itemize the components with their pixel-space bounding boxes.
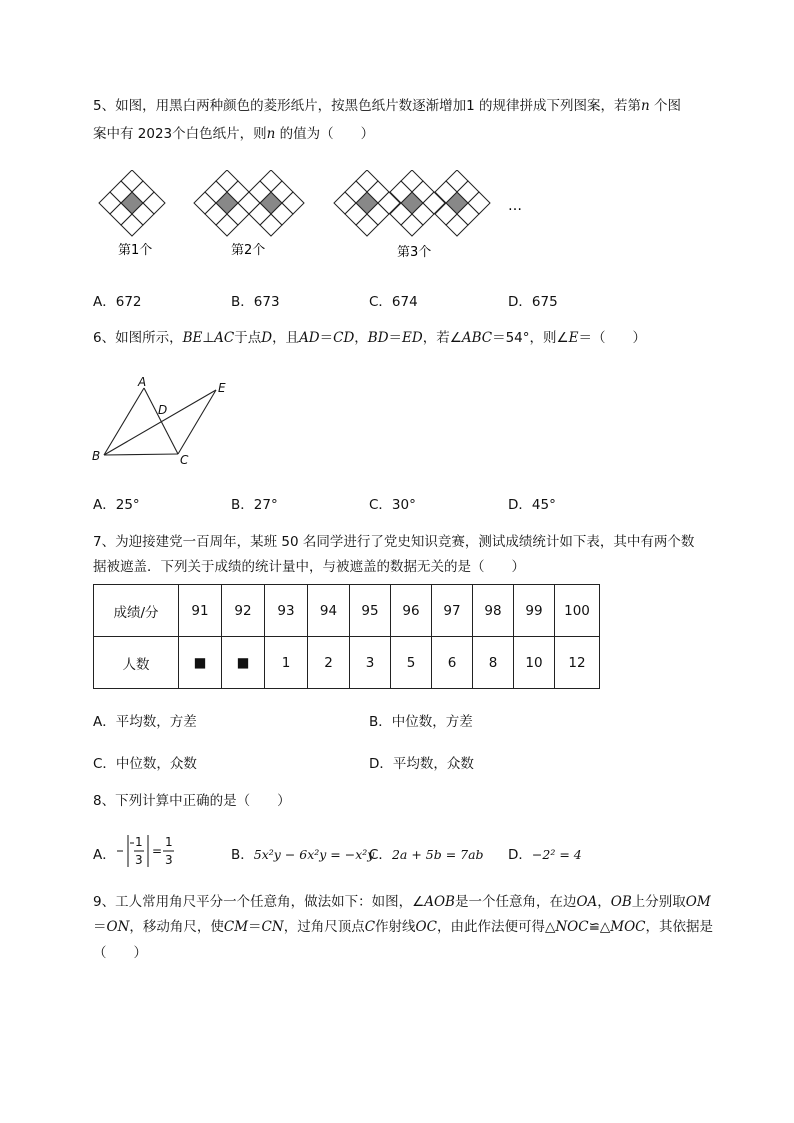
count-cell: 12 xyxy=(555,637,600,689)
pattern-3 xyxy=(334,170,490,236)
score-header: 成绩/分 xyxy=(94,585,179,637)
q8-option-d[interactable]: D．−2² = 4 xyxy=(508,847,582,863)
count-cell-hidden: ■ xyxy=(179,637,222,689)
q7-option-c[interactable]: C．中位数，众数 xyxy=(93,756,197,772)
count-cell: 8 xyxy=(473,637,514,689)
q7-line2: 据被遮盖．下列关于成绩的统计量中，与被遮盖的数据无关的是（ ） xyxy=(93,559,525,575)
score-cell: 100 xyxy=(555,585,600,637)
fig-label-2: 第2个 xyxy=(231,243,266,258)
q9-line2: ＝ON，移动角尺，使CM＝CN，过角尺顶点C作射线OC，由此作法便可得△NOC≌△MOC，其依据是 xyxy=(93,919,713,935)
q7-line1: 7、为迎接建党一百周年，某班 50 名同学进行了党史知识竞赛，测试成绩统计如下表，其中有两个数 xyxy=(93,534,695,550)
q6-triangle-figure xyxy=(90,372,240,467)
score-cell: 92 xyxy=(222,585,265,637)
option-a-label: A． xyxy=(93,847,116,863)
option-a-expression xyxy=(115,831,185,871)
q8-option-c[interactable]: C．2a + 5b = 7ab xyxy=(369,847,484,863)
score-cell: 97 xyxy=(432,585,473,637)
q9-line1: 9、工人常用角尺平分一个任意角，做法如下：如图，∠AOB是一个任意角，在边OA，OB上分别取OM xyxy=(93,894,711,910)
fig-label-3: 第3个 xyxy=(397,245,432,260)
score-cell: 96 xyxy=(391,585,432,637)
q8-option-b[interactable]: B．5x²y − 6x²y = −x²y xyxy=(231,847,375,863)
q5-option-b[interactable]: B．673 xyxy=(231,294,280,310)
pattern-ellipsis: … xyxy=(508,198,522,214)
count-header: 人数 xyxy=(94,637,179,689)
count-row xyxy=(94,637,600,689)
q6-stem: 6、如图所示，BE⊥AC于点D，且AD＝CD，BD＝ED，若∠ABC＝54°，则∠E＝（ ） xyxy=(93,330,646,346)
q7-option-d[interactable]: D．平均数，众数 xyxy=(369,756,474,772)
frac-b-den: 3 xyxy=(165,853,173,867)
score-table xyxy=(93,584,600,689)
score-row xyxy=(94,585,600,637)
q5-option-a[interactable]: A．672 xyxy=(93,294,142,310)
q7-option-a[interactable]: A．平均数，方差 xyxy=(93,714,197,730)
pattern-2 xyxy=(194,170,304,236)
svg-text:=: = xyxy=(152,844,163,858)
count-cell: 5 xyxy=(391,637,432,689)
q5-option-c[interactable]: C．674 xyxy=(369,294,418,310)
score-cell: 91 xyxy=(179,585,222,637)
q5-option-d[interactable]: D．675 xyxy=(508,294,558,310)
point-e-label: E xyxy=(218,381,226,395)
q7-option-b[interactable]: B．中位数，方差 xyxy=(369,714,473,730)
point-a-label: A xyxy=(138,375,147,389)
count-cell: 2 xyxy=(308,637,350,689)
q5-line2: 案中有 2023个白色纸片，则n 的值为（ ） xyxy=(93,126,375,142)
q5-pattern-figure xyxy=(90,170,540,265)
q5-line1: 5、如图，用黑白两种颜色的菱形纸片，按黑色纸片数逐渐增加1 的规律拼成下列图案，若第n 个图 xyxy=(93,98,681,114)
q9-line3: （ ） xyxy=(93,945,147,961)
q6-option-b[interactable]: B．27° xyxy=(231,497,278,513)
q6-option-c[interactable]: C．30° xyxy=(369,497,416,513)
count-cell: 10 xyxy=(514,637,555,689)
score-cell: 95 xyxy=(350,585,391,637)
q6-option-d[interactable]: D．45° xyxy=(508,497,556,513)
q6-option-a[interactable]: A．25° xyxy=(93,497,140,513)
q8-stem: 8、下列计算中正确的是（ ） xyxy=(93,793,291,809)
frac-a-num: 1 xyxy=(135,835,143,849)
score-cell: 93 xyxy=(265,585,308,637)
frac-a-den: 3 xyxy=(135,853,143,867)
frac-b-num: 1 xyxy=(165,835,173,849)
score-cell: 98 xyxy=(473,585,514,637)
count-cell: 3 xyxy=(350,637,391,689)
point-d-label: D xyxy=(158,403,168,417)
score-cell: 94 xyxy=(308,585,350,637)
fig-label-1: 第1个 xyxy=(118,243,153,258)
count-cell-hidden: ■ xyxy=(222,637,265,689)
point-b-label: B xyxy=(92,449,101,463)
score-cell: 99 xyxy=(514,585,555,637)
count-cell: 1 xyxy=(265,637,308,689)
point-c-label: C xyxy=(180,453,189,467)
pattern-1 xyxy=(99,170,165,236)
count-cell: 6 xyxy=(432,637,473,689)
